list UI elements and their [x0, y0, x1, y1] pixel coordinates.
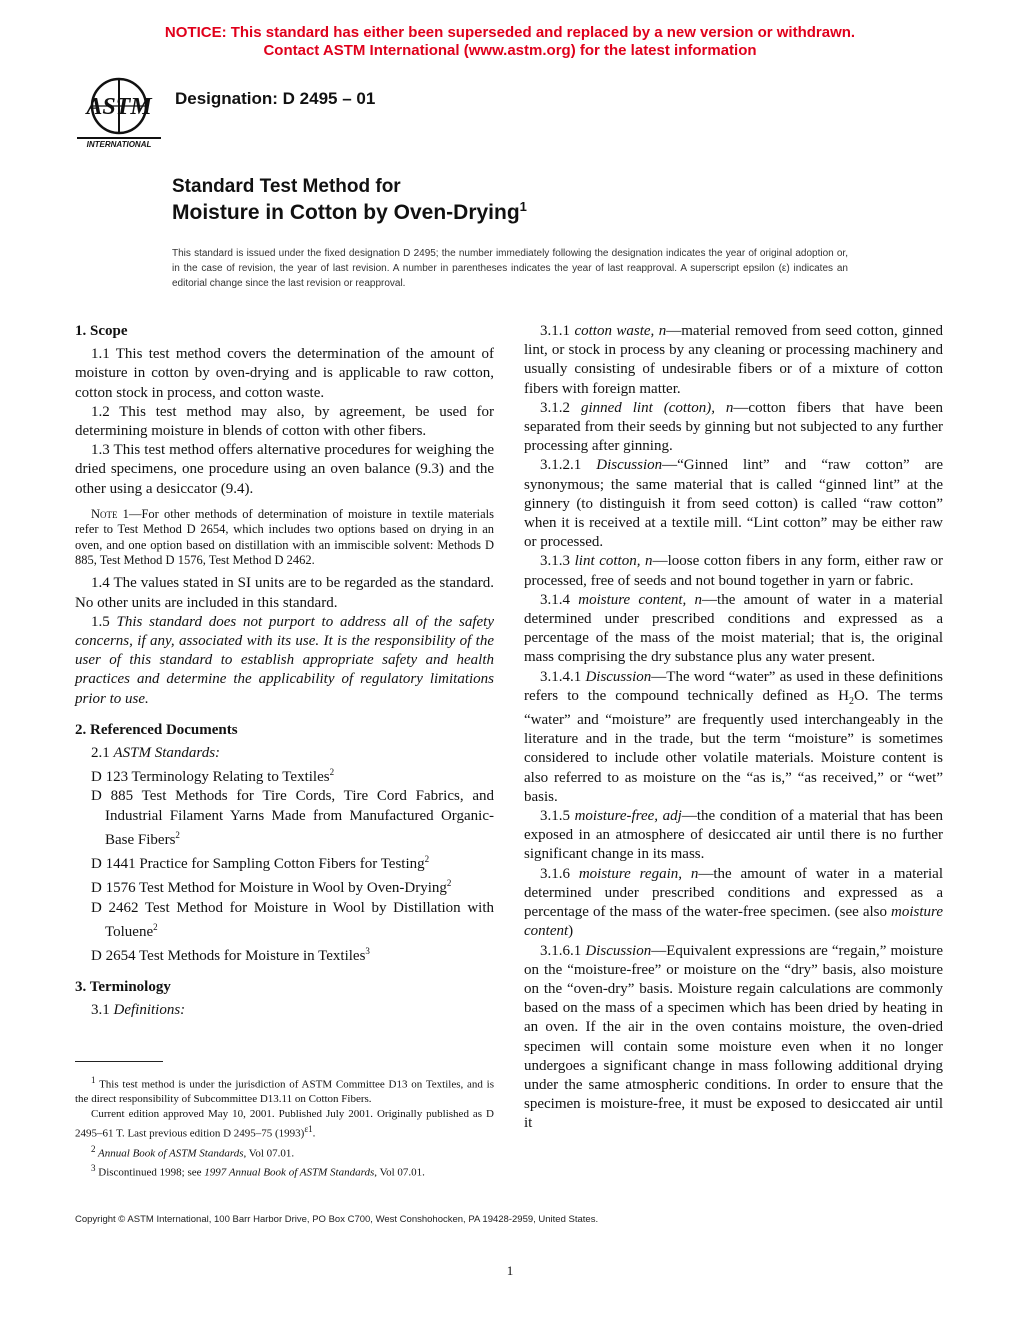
discussion-label: Discussion	[596, 457, 663, 474]
reference-text[interactable]: D 123 Terminology Relating to Textiles	[91, 769, 330, 786]
left-column	[75, 322, 494, 1021]
discussion-label: Discussion	[585, 668, 652, 685]
paragraph-number: 2.1	[91, 745, 114, 762]
reference-text[interactable]: D 2654 Test Methods for Moisture in Textiles	[91, 947, 366, 964]
footnote-text: This test method is under the jurisdiction of ASTM Committee D13 on Textiles, and is the direct responsibility of Subcommittee D13.11 on Cotton Fibers.	[75, 1078, 494, 1106]
definition-3-1-4	[524, 591, 943, 668]
footnotes	[75, 1073, 494, 1180]
definition-text: —loose cotton fibers in any form, either raw or processed, free of seeds and not bound together in yarn or fabric.	[524, 553, 944, 589]
reference-item	[75, 899, 494, 942]
notice-line-1: NOTICE: This standard has either been superseded and replaced by a new version or withdrawn.	[164, 24, 856, 41]
footnote-ref: 2	[424, 854, 430, 865]
discussion-text: —The word “water” as used in these definitions refers to the compound technically defined as H	[524, 668, 943, 704]
reference-item	[75, 850, 494, 874]
note-1	[75, 507, 494, 569]
notice-line-2: Contact ASTM International (www.astm.org) for the latest information	[263, 42, 757, 59]
paragraph-number: 1.5	[91, 613, 117, 630]
logo-text: ASTM	[86, 94, 152, 120]
reference-text[interactable]: D 885 Test Methods for Tire Cords, Tire Cord Fabrics, and Industrial Filament Yarns Made from Manufactured Organic-Base Fibers	[91, 788, 494, 848]
section-heading-terminology: 3. Terminology	[75, 979, 171, 996]
section-heading-referenced-documents: 2. Referenced Documents	[75, 721, 238, 738]
right-column	[524, 322, 943, 1134]
definition-text: —the amount of water in a material determined under prescribed conditions and expressed as a percentage of the mass of the water-free specimen. (see also	[524, 865, 943, 921]
defined-term: ginned lint (cotton), n	[580, 399, 734, 416]
defined-term: cotton waste, n	[574, 323, 667, 339]
footnote-italic: Annual Book of ASTM Standards	[95, 1147, 244, 1160]
footnote-1-continued	[75, 1107, 494, 1141]
reference-item	[75, 874, 494, 898]
paragraph-number: 3.1.3	[540, 553, 575, 570]
footnote-1	[75, 1073, 494, 1107]
discussion-label: Discussion	[585, 942, 652, 959]
reference-text[interactable]: D 1441 Practice for Sampling Cotton Fibers for Testing	[91, 856, 425, 873]
epsilon-marker: ε1	[304, 1124, 313, 1135]
designation: Designation: D 2495 – 01	[175, 89, 376, 108]
definition-text: —material removed from seed cotton, ginned lint, or stock in process by any cleaning or processing machinery and usually consisting of undesirable fibers or of a mixture of cotton fibers with foreign matter.	[524, 323, 943, 397]
paragraph-number: 3.1	[91, 1002, 114, 1019]
paragraph-1-5	[75, 613, 494, 709]
footnote-text: , Vol 07.01.	[243, 1147, 295, 1160]
note-text: —For other methods of determination of moisture in textile materials refer to Test Method D 2654, which includes two options based on drying in an oven, and one option based on distillation with an immiscible solvent: Methods D 885, Test Method D 1576, Test Method D 2462.	[75, 506, 495, 568]
definition-text: —the condition of a material that has been exposed in an atmosphere of desiccated air until there is no further significant change in its mass.	[524, 808, 943, 863]
paragraph-1-3: 1.3 This test method offers alternative procedures for weighing the dried specimens, one procedure using an oven balance (9.3) and the other using a desiccator (9.4).	[75, 442, 494, 497]
definition-3-1-3	[524, 552, 943, 590]
reference-item	[75, 763, 494, 787]
footnote-ref: 2	[153, 921, 158, 932]
safety-statement: This standard does not purport to address all of the safety concerns, if any, associated with its use. It is the responsibility of the user of this standard to establish appropriate safety and health practices and determine the applicability of regulatory limitations prior to use.	[75, 613, 495, 707]
title-text: Moisture in Cotton by Oven-Drying	[172, 201, 520, 224]
defined-term: moisture content, n	[578, 591, 703, 608]
footnote-marker: 2	[91, 1143, 96, 1154]
definition-text: )	[568, 923, 574, 940]
paragraph-number: 3.1.4.1	[540, 668, 586, 685]
title-line-1: Standard Test Method for	[172, 176, 401, 197]
footnote-ref: 3	[365, 945, 370, 956]
footnote-text: .	[312, 1127, 316, 1140]
defined-term: moisture regain, n	[578, 865, 699, 882]
definition-3-1-5	[524, 807, 943, 865]
discussion-3-1-2-1	[524, 456, 943, 552]
definition-text: —cotton fibers that have been separated from their seeds by ginning but not subjected to any further processing after ginning.	[524, 399, 944, 455]
paragraph-number: 3.1.1	[540, 323, 575, 339]
subsection-2-1	[75, 744, 494, 763]
footnote-marker: 1	[91, 1075, 96, 1085]
paragraph-number: 3.1.6	[540, 865, 579, 882]
cross-reference: moisture content	[524, 904, 943, 940]
definition-3-1-1	[524, 322, 943, 399]
defined-term: lint cotton, n	[574, 553, 653, 570]
title-line-2	[172, 199, 527, 225]
defined-term: moisture-free, adj	[574, 808, 682, 825]
footnote-text: Discontinued 1998; see	[95, 1166, 205, 1179]
discussion-text: —Equivalent expressions are “regain,” moisture on the “moisture-free” or moisture on the “dry” basis, also moisture on the “oven-dry” basis. Moisture regain calculations are commonly based on the mass of a specimen which has been dried by heating in an oven. If the air in the oven contains moisture, the oven-dried specimen will contain some moisture even when it no longer undergoes a significant change in mass following additional drying under the same atmospheric conditions. In order to ensure that the specimen is moisture-free, it must be exposed to desiccated air until it	[524, 942, 943, 1132]
reference-text[interactable]: D 1576 Test Method for Moisture in Wool by Oven-Drying	[91, 880, 447, 897]
discussion-text: —“Ginned lint” and “raw cotton” are synonymous; the same material that is called “ginned lint” at the ginnery (to distinguish it from seed cotton) is called “raw cotton” when it is received at a textile mill. “Lint cotton” may be either raw or processed.	[524, 457, 943, 551]
subsection-label: ASTM Standards:	[113, 745, 221, 762]
footnote-divider	[75, 1061, 163, 1062]
definition-3-1-2	[524, 399, 943, 457]
definition-3-1-6	[524, 865, 943, 942]
paragraph-1-1: 1.1 This test method covers the determination of the amount of moisture in cotton by oven-drying and is applicable to raw cotton, cotton stock in process, and cotton waste.	[75, 346, 494, 401]
footnote-3	[75, 1161, 494, 1180]
footnote-ref: 2	[175, 829, 180, 840]
footnote-text: Current edition approved May 10, 2001. Published July 2001. Originally published as D 2495–61 T. Last previous edition D 2495–75 (1993)	[75, 1108, 494, 1140]
subsection-label: Definitions:	[113, 1002, 186, 1019]
subsection-3-1	[75, 1001, 494, 1020]
discussion-text: O. The terms “water” and “moisture” are frequently used interchangeably in the literature and in the trade, but the term “moisture” is sometimes considered to include other volatile materials. Moisture content is also referred to as moisture on the “as is,” “as received,” or “wet” basis.	[524, 687, 943, 805]
reference-text[interactable]: D 2462 Test Method for Moisture in Wool by Distillation with Toluene	[91, 899, 494, 940]
discussion-3-1-4-1	[524, 668, 943, 807]
paragraph-1-4: 1.4 The values stated in SI units are to be regarded as the standard. No other units are included in this standard.	[75, 575, 494, 611]
paragraph-number: 3.1.2	[540, 399, 581, 416]
title-footnote-ref[interactable]: 1	[519, 199, 527, 214]
astm-logo	[75, 72, 163, 152]
paragraph-number: 3.1.5	[540, 808, 575, 825]
paragraph-number: 3.1.4	[540, 591, 579, 608]
definition-text: —the amount of water in a material determined under prescribed conditions and expressed as a percentage of the mass of the moist material; that is, the original mass comprising the dry substance plus any water present.	[524, 591, 944, 666]
footnote-ref: 2	[329, 767, 335, 778]
footnote-text: , Vol 07.01.	[374, 1166, 425, 1179]
footnote-marker: 3	[91, 1162, 96, 1173]
logo-subtext: INTERNATIONAL	[86, 140, 152, 149]
copyright-notice: Copyright © ASTM International, 100 Barr Harbor Drive, PO Box C700, West Conshohocken, PA 19428-2959, United States.	[75, 1214, 599, 1225]
footnote-ref: 2	[446, 878, 452, 889]
discussion-3-1-6-1	[524, 942, 943, 1134]
paragraph-number: 3.1.6.1	[540, 942, 586, 959]
paragraph-1-2: 1.2 This test method may also, by agreement, be used for determining moisture in blends of cotton with other fibers.	[75, 403, 494, 440]
paragraph-number: 3.1.2.1	[540, 457, 597, 474]
note-label: Note 1	[91, 506, 129, 521]
reference-item	[75, 942, 494, 966]
issue-statement: This standard is issued under the fixed designation D 2495; the number immediately following the designation indicates the year of original adoption or, in the case of revision, the year of last revision. A number in parentheses indicates the year of last reapproval. A superscript epsilon (ε) indicates an editorial change since the last revision or reapproval.	[172, 248, 848, 289]
footnote-2	[75, 1142, 494, 1161]
page-number: 1	[506, 1263, 514, 1278]
withdrawal-notice	[0, 24, 1020, 60]
reference-item	[75, 787, 494, 850]
subscript: 2	[848, 695, 854, 707]
footnote-italic: 1997 Annual Book of ASTM Standards	[204, 1166, 375, 1179]
section-heading-scope: 1. Scope	[75, 323, 128, 339]
